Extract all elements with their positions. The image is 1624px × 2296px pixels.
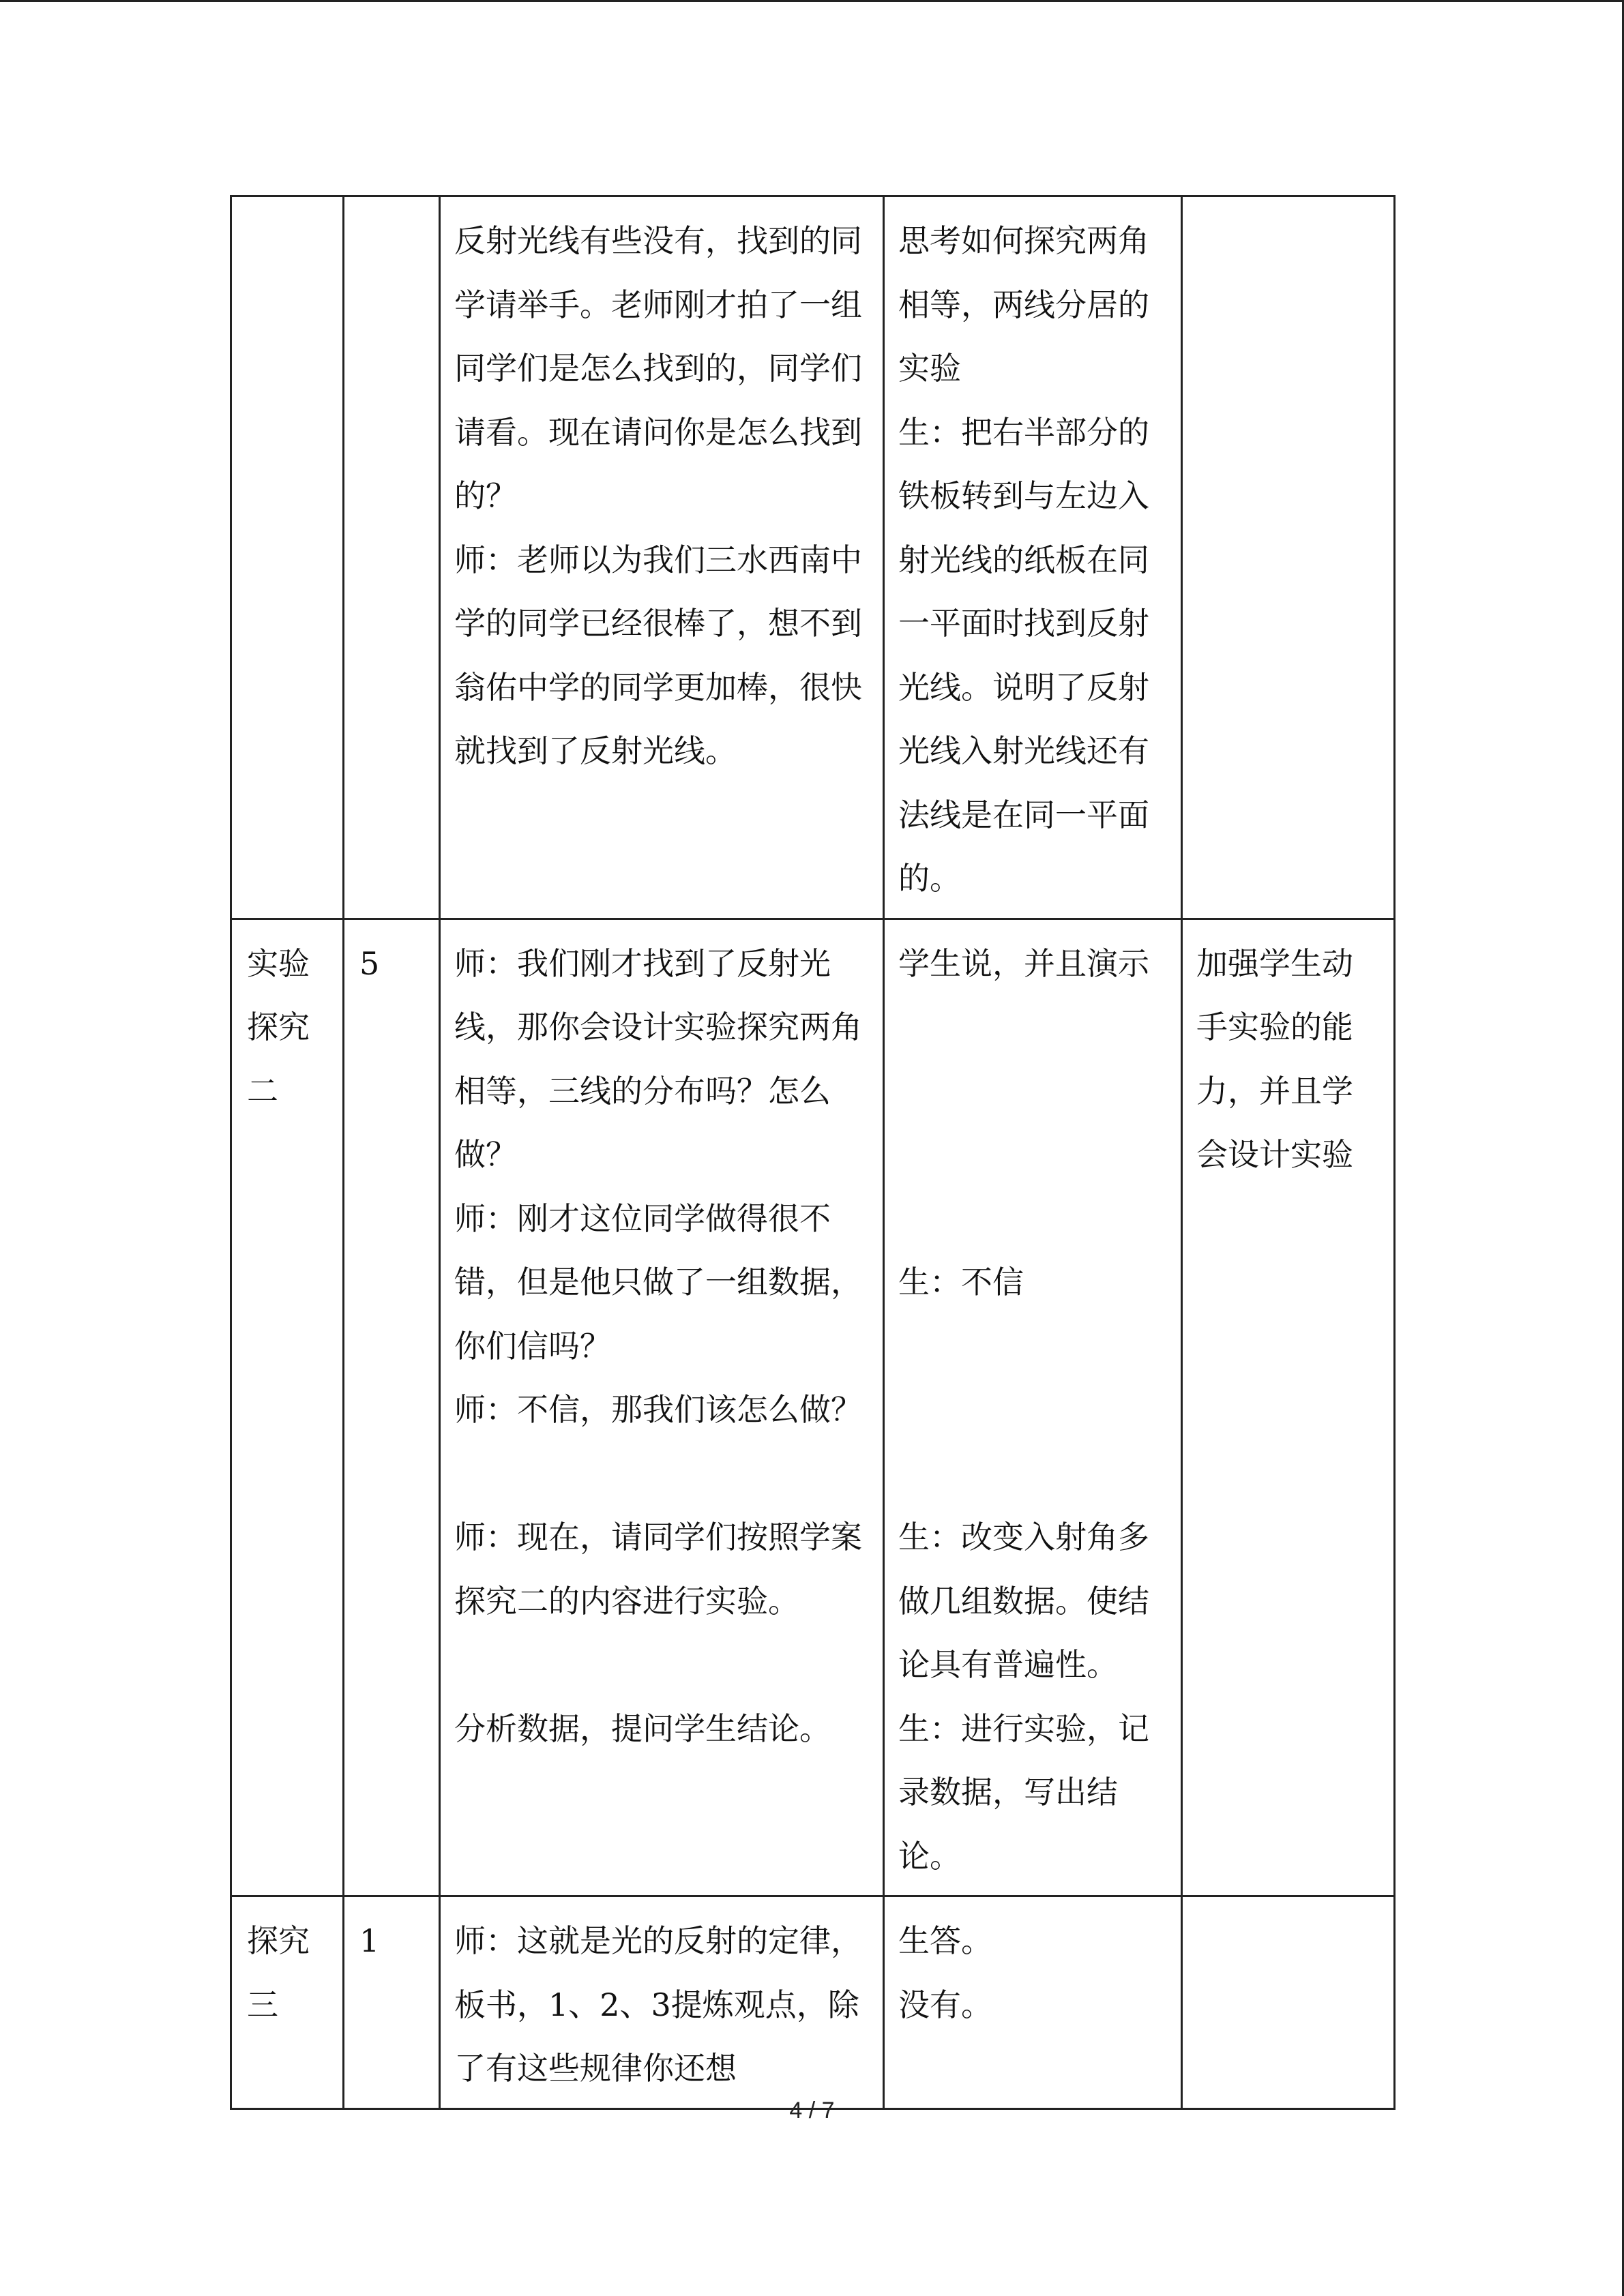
- design-intent-cell: [1182, 1896, 1395, 2109]
- teacher-activity-cell: [440, 1896, 884, 2109]
- cell-text: 探究三: [247, 1922, 310, 2023]
- cell-paragraph: 师：老师以为我们三水西南中学的同学已经很棒了，想不到翁佑中学的同学更加棒，很快就找到了反射光线。: [454, 541, 862, 769]
- stage-cell: [231, 919, 344, 1896]
- cell-paragraph: 师：这就是光的反射的定律，板书，1、2、3提炼观点，除了有这些规律你还想: [454, 1922, 862, 2087]
- teacher-activity-cell: [440, 919, 884, 1896]
- cell-paragraph: 师：不信，那我们该怎么做？: [454, 1391, 862, 1428]
- blank-line: [898, 1187, 1167, 1251]
- cell-paragraph: 师：刚才这位同学做得很不错，但是他只做了一组数据，你们信吗？: [454, 1199, 862, 1365]
- lesson-plan-table: [230, 195, 1396, 2110]
- blank-line: [898, 996, 1167, 1060]
- lesson-plan-body: [231, 196, 1395, 2109]
- blank-line: [898, 1123, 1167, 1187]
- minutes-cell: [344, 1896, 440, 2109]
- student-activity-cell: [884, 1896, 1182, 2109]
- table-row: [231, 919, 1395, 1896]
- cell-text: 1: [359, 1922, 380, 1959]
- blank-line: [898, 1442, 1167, 1506]
- cell-paragraph: 没有。: [898, 1986, 992, 2023]
- cell-paragraph: 生：把右半部分的铁板转到与左边入射光线的纸板在同一平面时找到反射光线。说明了反射光线入射光线还有法线是在同一平面的。: [898, 413, 1149, 897]
- stage-cell: [231, 196, 344, 919]
- cell-paragraph: 生：不信: [898, 1264, 1024, 1300]
- page-number: 4 / 7: [789, 2098, 835, 2123]
- student-activity-cell: [884, 919, 1182, 1896]
- minutes-cell: [344, 919, 440, 1896]
- cell-paragraph: 生：进行实验，记录数据，写出结论。: [898, 1710, 1149, 1875]
- cell-text: 加强学生动手实验的能力，并且学会设计实验: [1196, 944, 1353, 1173]
- cell-text: 5: [359, 944, 380, 982]
- cell-paragraph: 生：改变入射角多做几组数据。使结论具有普遍性。: [898, 1519, 1149, 1683]
- cell-paragraph: 师：我们刚才找到了反射光线，那你会设计实验探究两角相等，三线的分布吗？怎么做？: [454, 944, 862, 1173]
- design-intent-cell: [1182, 196, 1395, 919]
- cell-paragraph: 分析数据，提问学生结论。: [454, 1710, 831, 1747]
- blank-line: [898, 1060, 1167, 1124]
- design-intent-cell: [1182, 919, 1395, 1896]
- cell-paragraph: 学生说，并且演示: [898, 944, 1149, 982]
- blank-line: [898, 1315, 1167, 1379]
- page-top-border: [0, 0, 1624, 2]
- student-activity-cell: [884, 196, 1182, 919]
- blank-line: [898, 1378, 1167, 1442]
- cell-paragraph: 反射光线有些没有，找到的同学请举手。老师刚才拍了一组同学们是怎么找到的，同学们请看。现在请问你是怎么找到的？: [454, 222, 862, 514]
- cell-paragraph: 思考如何探究两角相等，两线分居的实验: [898, 222, 1149, 387]
- table-row: [231, 196, 1395, 919]
- minutes-cell: [344, 196, 440, 919]
- stage-cell: [231, 1896, 344, 2109]
- blank-line: [454, 1442, 869, 1506]
- cell-text: 实验探究二: [247, 944, 310, 1109]
- teacher-activity-cell: [440, 196, 884, 919]
- cell-paragraph: 生答。: [898, 1922, 992, 1959]
- cell-paragraph: 师：现在，请同学们按照学案探究二的内容进行实验。: [454, 1519, 862, 1620]
- blank-line: [454, 1633, 869, 1697]
- table-row: [231, 1896, 1395, 2109]
